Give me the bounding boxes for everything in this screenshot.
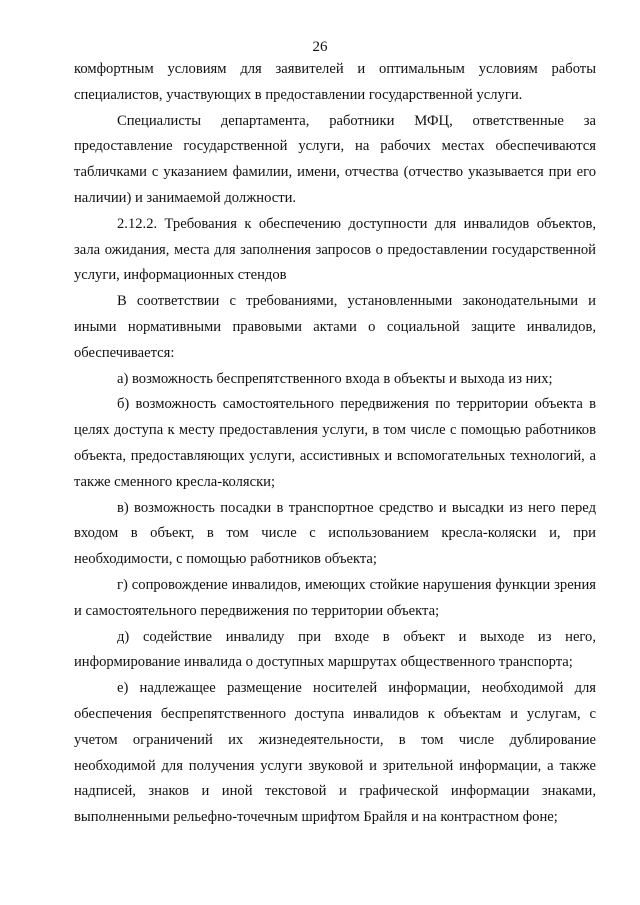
paragraph-specialists: Специалисты департамента, работники МФЦ, ответственные за предоставление государственной услуги, на рабочих местах обеспечиваются табличками с указанием фамилии, имени, отчества (отчество указывается при его наличии) и занимаемой должности.: [74, 112, 596, 206]
list-item-a: а) возможность беспрепятственного входа в объекты и выхода из них;: [117, 370, 553, 387]
list-item-d: д) содействие инвалиду при входе в объект и выходе из него, информирование инвалида о доступных маршрутах общественного транспорта;: [74, 628, 596, 671]
list-item-e: е) надлежащее размещение носителей информации, необходимой для обеспечения беспрепятственного доступа инвалидов к объектам и услугам, с учетом ограничений их жизнедеятельности, в том числе дублирование необходимой для получения услуги звуковой и зрительной информации, а также надписей, знаков и иной текстовой и графической информации знаками, выполненными рельефно-точечным шрифтом Брайля и на контрастном фоне;: [74, 680, 596, 826]
document-body: [74, 57, 596, 831]
list-item-b: б) возможность самостоятельного передвижения по территории объекта в целях доступа к месту предоставления услуги, в том числе с помощью работников объекта, предоставляющих услуги, ассистивных и вспомогательных технологий, а также сменного кресла-коляски;: [74, 396, 596, 490]
list-item-g: г) сопровождение инвалидов, имеющих стойкие нарушения функции зрения и самостоятельного передвижения по территории объекта;: [74, 576, 596, 619]
paragraph-continuation: комфортным условиям для заявителей и оптимальным условиям работы специалистов, участвующих в предоставлении государственной услуги.: [74, 61, 596, 103]
list-item-v: в) возможность посадки в транспортное средство и высадки из него перед входом в объект, в том числе с использованием кресла-коляски и, при необходимости, с помощью работников объекта;: [74, 499, 596, 568]
paragraph-accessibility-intro: В соответствии с требованиями, установленными законодательными и иными нормативными правовыми актами о социальной защите инвалидов, обеспечивается:: [74, 293, 596, 361]
section-heading-2-12-2: 2.12.2. Требования к обеспечению доступности для инвалидов объектов, зала ожидания, места для заполнения запросов о предоставлении государственной услуги, информационных стендов: [74, 215, 596, 284]
page-number: 26: [312, 39, 328, 55]
